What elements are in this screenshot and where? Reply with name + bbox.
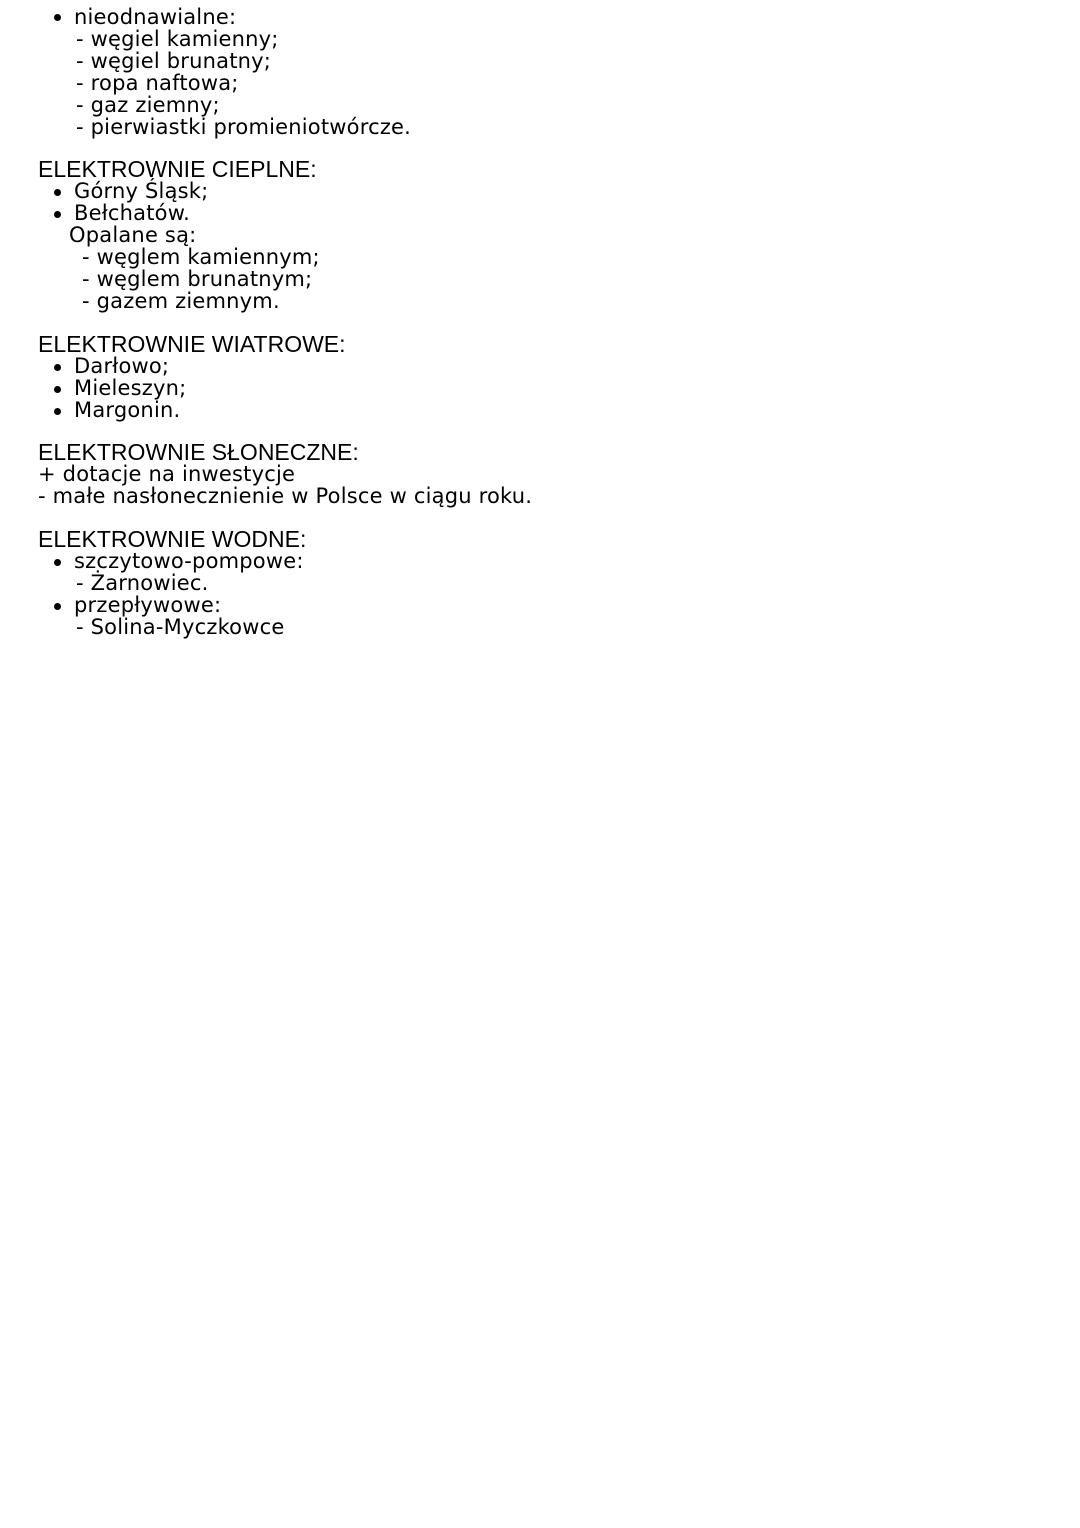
hydro-example: - Solina-Myczkowce: [76, 615, 285, 639]
nonrenewable-item: - gaz ziemny;: [76, 93, 220, 117]
thermal-fuel-intro: Opalane są:: [69, 223, 197, 247]
hydro-example: - Żarnowiec.: [76, 571, 209, 595]
bullet-icon: [54, 603, 61, 610]
nonrenewable-item: - węgiel kamienny;: [76, 27, 279, 51]
hydro-type: przepływowe:: [74, 593, 222, 617]
thermal-fuel: - gazem ziemnym.: [82, 289, 280, 313]
bullet-icon: [54, 408, 61, 415]
solar-advantage: + dotacje na inwestycje: [38, 462, 296, 486]
wind-location: Darłowo;: [74, 354, 170, 378]
solar-disadvantage: - małe nasłonecznienie w Polsce w ciągu roku.: [38, 484, 533, 508]
thermal-heading: ELEKTROWNIE CIEPLNE:: [38, 156, 317, 182]
bullet-icon: [54, 364, 61, 371]
bullet-icon: [54, 211, 61, 218]
wind-location: Margonin.: [74, 398, 181, 422]
nonrenewable-label: nieodnawialne:: [74, 5, 237, 29]
hydro-heading: ELEKTROWNIE WODNE:: [38, 526, 307, 552]
wind-location: Mieleszyn;: [74, 376, 187, 400]
bullet-icon: [54, 559, 61, 566]
thermal-location: Bełchatów.: [74, 201, 191, 225]
bullet-icon: [54, 189, 61, 196]
nonrenewable-item: - ropa naftowa;: [76, 71, 239, 95]
thermal-fuel: - węglem kamiennym;: [82, 245, 320, 269]
wind-heading: ELEKTROWNIE WIATROWE:: [38, 331, 346, 357]
thermal-location: Górny Śląsk;: [74, 179, 209, 203]
bullet-icon: [54, 14, 61, 21]
solar-heading: ELEKTROWNIE SŁONECZNE:: [38, 439, 359, 465]
hydro-type: szczytowo-pompowe:: [74, 549, 304, 573]
thermal-fuel: - węglem brunatnym;: [82, 267, 313, 291]
nonrenewable-item: - węgiel brunatny;: [76, 49, 272, 73]
bullet-icon: [54, 386, 61, 393]
nonrenewable-item: - pierwiastki promieniotwórcze.: [76, 115, 412, 139]
